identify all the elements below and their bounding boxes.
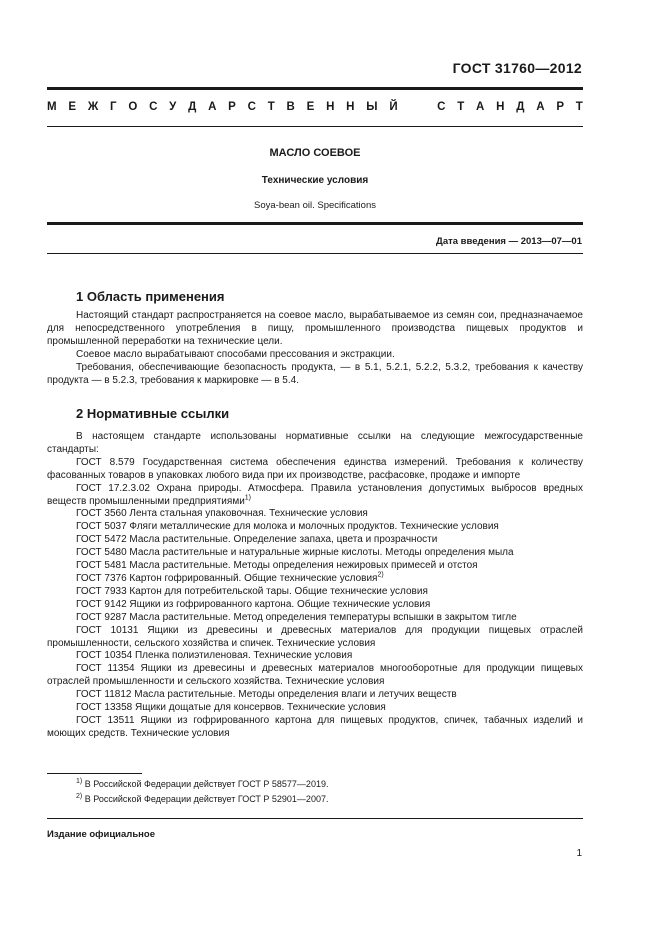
banner-letter: М xyxy=(47,101,57,113)
standard-number: ГОСТ 31760—2012 xyxy=(452,60,582,76)
reference-text: ГОСТ 17.2.3.02 Охрана природы. Атмосфера. Правила установления допустимых выбросов вредных веществ промышленными предприятиями xyxy=(47,482,583,507)
paragraph: Соевое масло вырабатывают способами прессования и экстракции. xyxy=(76,348,395,360)
footnote-separator xyxy=(47,773,142,774)
section-2-heading: 2 Нормативные ссылки xyxy=(76,406,230,421)
section-1-body xyxy=(47,310,583,387)
banner-letter: А xyxy=(536,101,545,113)
banner-letter: О xyxy=(128,101,138,113)
banner-letter: Т xyxy=(267,101,275,113)
reference-text: ГОСТ 7376 Картон гофрированный. Общие технические условия xyxy=(76,572,378,584)
reference-item: ГОСТ 9287 Масла растительные. Метод определения температуры вспышки в закрытом тигле xyxy=(76,611,517,623)
title-rule xyxy=(47,222,583,225)
reference-item: ГОСТ 10354 Пленка полиэтиленовая. Технические условия xyxy=(76,650,353,662)
banner-letter: Е xyxy=(306,101,315,113)
interstate-standard-banner xyxy=(47,101,583,113)
date-rule xyxy=(47,253,583,254)
banner-letter: Ж xyxy=(87,101,99,113)
paragraph: Настоящий стандарт распространяется на соевое масло, вырабатываемое из семян сои, предназначаемое для непосредственного употребления в пищу, промышленного производства пищевых продуктов и промышленной переработки на технические цели. xyxy=(47,310,583,347)
reference-item: ГОСТ 10131 Ящики из древесины и древесных материалов для продукции пищевых отраслей промышленности, сельского хозяйства и спичек. Технические условия xyxy=(47,624,583,649)
section-2-body xyxy=(47,431,583,741)
edition-rule xyxy=(47,818,583,819)
reference-item: ГОСТ 7933 Картон для потребительской тары. Общие технические условия xyxy=(76,585,428,597)
footnote-2 xyxy=(76,794,328,804)
banner-letter: У xyxy=(169,101,177,113)
introduction-date: Дата введения — 2013—07—01 xyxy=(436,236,582,247)
reference-item: ГОСТ 13358 Ящики дощатые для консервов. Технические условия xyxy=(76,702,386,714)
footnote-text: В Российской Федерации действует ГОСТ Р 58577—2019. xyxy=(84,779,329,789)
banner-letter: Й xyxy=(389,101,398,113)
banner-letter: В xyxy=(286,101,295,113)
document-subtitle: Технические условия xyxy=(261,175,369,186)
reference-item: ГОСТ 5480 Масла растительные и натуральные жирные кислоты. Методы определения мыла xyxy=(76,547,514,559)
section-1-heading: 1 Область применения xyxy=(76,289,225,304)
reference-item xyxy=(47,573,583,586)
banner-letter: Р xyxy=(228,101,236,113)
banner-letter: Р xyxy=(556,101,564,113)
banner-letter: Д xyxy=(188,101,197,113)
footnote-mark: 1) xyxy=(244,494,252,502)
document-title-english: Soya-bean oil. Specifications xyxy=(254,200,376,211)
reference-item: ГОСТ 3560 Лента стальная упаковочная. Технические условия xyxy=(76,508,368,520)
document-title: МАСЛО СОЕВОЕ xyxy=(269,147,361,159)
reference-item: ГОСТ 11812 Масла растительные. Методы определения влаги и летучих веществ xyxy=(76,689,457,701)
footnote-text: В Российской Федерации действует ГОСТ Р 52901—2007. xyxy=(84,794,329,804)
footnote-mark: 2) xyxy=(76,793,83,800)
banner-letter: Т xyxy=(575,101,583,113)
banner-letter: С xyxy=(149,101,158,113)
banner-letter: А xyxy=(476,101,485,113)
reference-item: ГОСТ 13511 Ящики из гофрированного картона для пищевых продуктов, спичек, табачных изделий и моющих средств. Технические условия xyxy=(47,714,583,739)
page-number: 1 xyxy=(576,848,582,859)
banner-letter: С xyxy=(437,101,446,113)
paragraph: Требования, обеспечивающие безопасность продукта, — в 5.1, 5.2.1, 5.2.2, 5.3.2, требования к качеству продукта — в 5.2.3, требования к маркировке — в 5.4. xyxy=(47,361,583,386)
footnote-mark: 2) xyxy=(377,571,384,579)
banner-letter: Ы xyxy=(366,101,378,113)
reference-item: ГОСТ 5481 Масла растительные. Методы определения нежировых примесей и отстоя xyxy=(76,560,478,572)
banner-letter: Е xyxy=(68,101,77,113)
paragraph: В настоящем стандарте использованы нормативные ссылки на следующие межгосударственные стандарты: xyxy=(47,431,583,455)
reference-item: ГОСТ 9142 Ящики из гофрированного картона. Общие технические условия xyxy=(76,598,431,610)
footnote-1 xyxy=(76,779,328,789)
reference-item: ГОСТ 5037 Фляги металлические для молока и молочных продуктов. Технические условия xyxy=(76,521,499,533)
banner-letter: Т xyxy=(457,101,465,113)
footnote-mark: 1) xyxy=(76,778,83,785)
reference-item xyxy=(47,483,583,509)
banner-letter: А xyxy=(208,101,217,113)
reference-item: ГОСТ 8.579 Государственная система обеспечения единства измерений. Требования к количеству фасованных товаров в упаковках любого вида при их производстве, расфасовке, продаже и импорте xyxy=(47,456,583,481)
reference-item: ГОСТ 11354 Ящики из древесины и древесных материалов многооборотные для продукции пищевых отраслей промышленности и сельского хозяйства. Технические условия xyxy=(47,663,583,688)
banner-letter: Н xyxy=(496,101,505,113)
banner-letter: Г xyxy=(110,101,117,113)
banner-letter: С xyxy=(247,101,256,113)
banner-letter: Н xyxy=(326,101,335,113)
header-rule-bottom xyxy=(47,126,583,127)
banner-letter: Д xyxy=(516,101,525,113)
reference-item: ГОСТ 5472 Масла растительные. Определение запаха, цвета и прозрачности xyxy=(76,534,438,546)
official-edition-label: Издание официальное xyxy=(47,829,155,840)
banner-letter: Н xyxy=(346,101,355,113)
header-rule-top xyxy=(47,87,583,90)
banner-gap xyxy=(409,101,425,113)
